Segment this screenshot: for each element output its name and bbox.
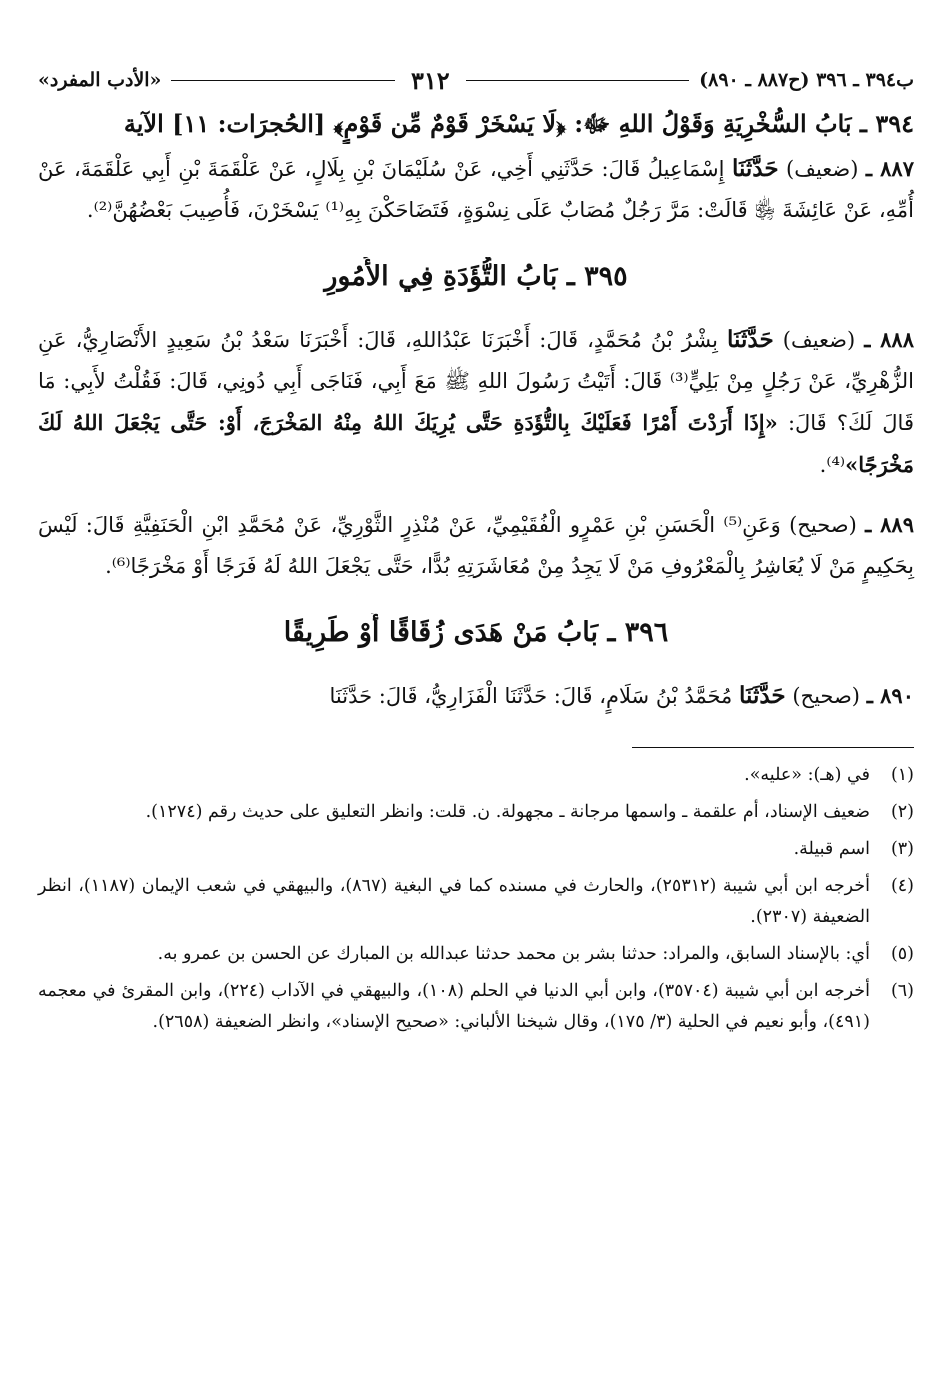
header-rule-left (171, 80, 395, 81)
header-rule-right (466, 80, 690, 81)
hadith-text: بِشْرُ بْنُ مُحَمَّدٍ، قَالَ: أَخْبَرَنَا عَبْدُاللهِ، قَالَ: أَخْبَرَنَا سَعْدُ بْنُ سَعِيدٍ الأَنْصَارِيُّ، عَنِ الزُّهْرِيِّ، عَنْ رَجُلٍ مِنْ بَلِيٍّ⁽³⁾ قَالَ: أَتَيْتُ رَسُولَ اللهِ ﷺ مَعَ أَبِي، فَنَاجَى أَبِي دُونِي، قَالَ: فَقُلْتُ لأَبِي: مَا قَالَ لَكَ؟ قَالَ: (38, 328, 915, 435)
hadith-888 (38, 319, 914, 486)
page (38, 62, 914, 1044)
hadith-887 (38, 148, 914, 231)
chapter-heading-394: ٣٩٤ ـ بَابُ السُّخْرِيَةِ وَقَوْلُ اللهِ ﷻ: ﴿لَا يَسْخَرْ قَوْمٌ مِّن قَوْمٍ﴾ [الحُجرَات: ١١] الآية (123, 109, 914, 138)
footnote-text: ضعيف الإسناد، أم علقمة ـ واسمها مرجانة ـ مجهولة. ن. قلت: وانظر التعليق على حديث رقم (١٢٧٤). (145, 802, 870, 822)
footnote-number: (٤) (890, 876, 914, 896)
hadith-grade: (صحيح) (792, 684, 860, 708)
footnote (38, 939, 914, 970)
footnote-rule-wrap (38, 735, 914, 760)
hadith-number: ٨٨٨ ـ (864, 327, 914, 352)
footnote-number: (٥) (890, 944, 914, 964)
footnotes (38, 760, 914, 1038)
footnote-number: (٦) (890, 981, 914, 1001)
hadith-text: مُحَمَّدُ بْنُ سَلَامٍ، قَالَ: حَدَّثَنَا الْفَزَارِيُّ، قَالَ: حَدَّثَنَا (329, 684, 733, 708)
footnote (38, 834, 914, 865)
footnote-number: (٢) (890, 802, 914, 822)
running-header (38, 62, 914, 98)
hadith-text: إِسْمَاعِيلُ قَالَ: حَدَّثَنِي أَخِي، عَنْ سُلَيْمَانَ بْنِ بِلَالٍ، عَنْ عَلْقَمَةَ بْنِ أَبِي عَلْقَمَةَ، عَنْ أُمِّهِ، عَنْ عَائِشَةَ ﵂ قَالَتْ: مَرَّ رَجُلٌ مُصَابٌ عَلَى نِسْوَةٍ، فَتَضَاحَكْنَ بِهِ⁽¹⁾ يَسْخَرْنَ، فَأُصِيبَ بَعْضُهُنَّ⁽²⁾. (38, 157, 914, 222)
hadith-889 (38, 504, 914, 587)
hadith-number: ٨٩٠ ـ (866, 683, 914, 708)
footnote-text: أي: بالإسناد السابق، والمراد: حدثنا بشر بن محمد حدثنا عبدالله بن المبارك عن الحسن بن عمرو به. (157, 944, 870, 964)
footnote-number: (٣) (890, 839, 914, 859)
hadith-number: ٨٨٧ ـ (865, 156, 914, 181)
hadith-quote: «إِذَا أَرَدْتَ أَمْرًا فَعَلَيْكَ بِالتُّؤَدَةِ حَتَّى يُرِيَكَ اللهُ مِنْهُ المَخْرَجَ، أَوْ: حَتَّى يَجْعَلَ اللهُ لَكَ مَخْرَجًا» (38, 410, 914, 477)
header-range: ب٣٩٤ ـ ٣٩٦ (ح٨٨٧ ـ ٨٩٠) (699, 69, 914, 91)
hadith-tail: ⁽⁴⁾. (819, 453, 846, 477)
hadith-text: وَعَنِ⁽⁵⁾ الْحَسَنِ بْنِ عَمْرٍو الْفُقَيْمِيِّ، عَنْ مُنْذِرٍ الثَّوْرِيِّ، عَنْ مُحَمَّدِ ابْنِ الْحَنَفِيَّةِ قَالَ: لَيْسَ بِحَكِيمٍ مَنْ لَا يُعَاشِرُ بِالْمَعْرُوفِ مَنْ لَا يَجِدُ مِنْ مُعَاشَرَتِهِ بُدًّا، حَتَّى يَجْعَلَ اللهُ لَهُ فَرَجًا أَوْ مَخْرَجًا⁽⁶⁾. (38, 513, 914, 578)
footnote (38, 797, 914, 828)
hadith-890 (38, 675, 914, 717)
hadith-number: ٨٨٩ ـ (865, 512, 914, 537)
footnote-text: أخرجه ابن أبي شيبة (٢٥٣١٢)، والحارث في مسنده كما في البغية (٨٦٧)، والبيهقي في شعب الإيمان (١١٨٧)، انظر الضعيفة (٢٣٠٧). (38, 876, 870, 927)
book-title: «الأدب المفرد» (38, 69, 162, 91)
hadith-keyword: حَدَّثَنَا (727, 326, 774, 353)
footnote (38, 976, 914, 1038)
footnote-text: اسم قبيلة. (793, 839, 870, 859)
page-number: ٣١٢ (410, 65, 450, 95)
footnote-number: (١) (890, 765, 914, 785)
hadith-grade: (ضعيف) (786, 157, 859, 181)
hadith-keyword: حَدَّثَنَا (731, 155, 779, 182)
chapter-heading-395: ٣٩٥ ـ بَابُ التُّؤَدَةِ فِي الأُمُورِ (324, 261, 628, 292)
hadith-grade: (صحيح) (789, 513, 857, 537)
footnote-text: في (هـ): «عليه». (744, 765, 870, 785)
footnote-text: أخرجه ابن أبي شيبة (٣٥٧٠٤)، وابن أبي الدنيا في الحلم (١٠٨)، والبيهقي في الآداب (٢٢٤)، وابن المقرئ في معجمه (٤٩١)، وأبو نعيم في الحلية (٣/ ١٧٥)، وقال شيخنا الألباني: «صحيح الإسناد»، وانظر الضعيفة (٢٦٥٨). (38, 981, 870, 1032)
footnote-rule (632, 747, 914, 748)
hadith-grade: (ضعيف) (782, 328, 856, 352)
footnote (38, 760, 914, 791)
chapter-heading-396: ٣٩٦ ـ بَابُ مَنْ هَدَى زُقَاقًا أَوْ طَرِيقًا (283, 617, 669, 648)
hadith-keyword: حَدَّثَنَا (739, 682, 786, 709)
footnote (38, 871, 914, 933)
